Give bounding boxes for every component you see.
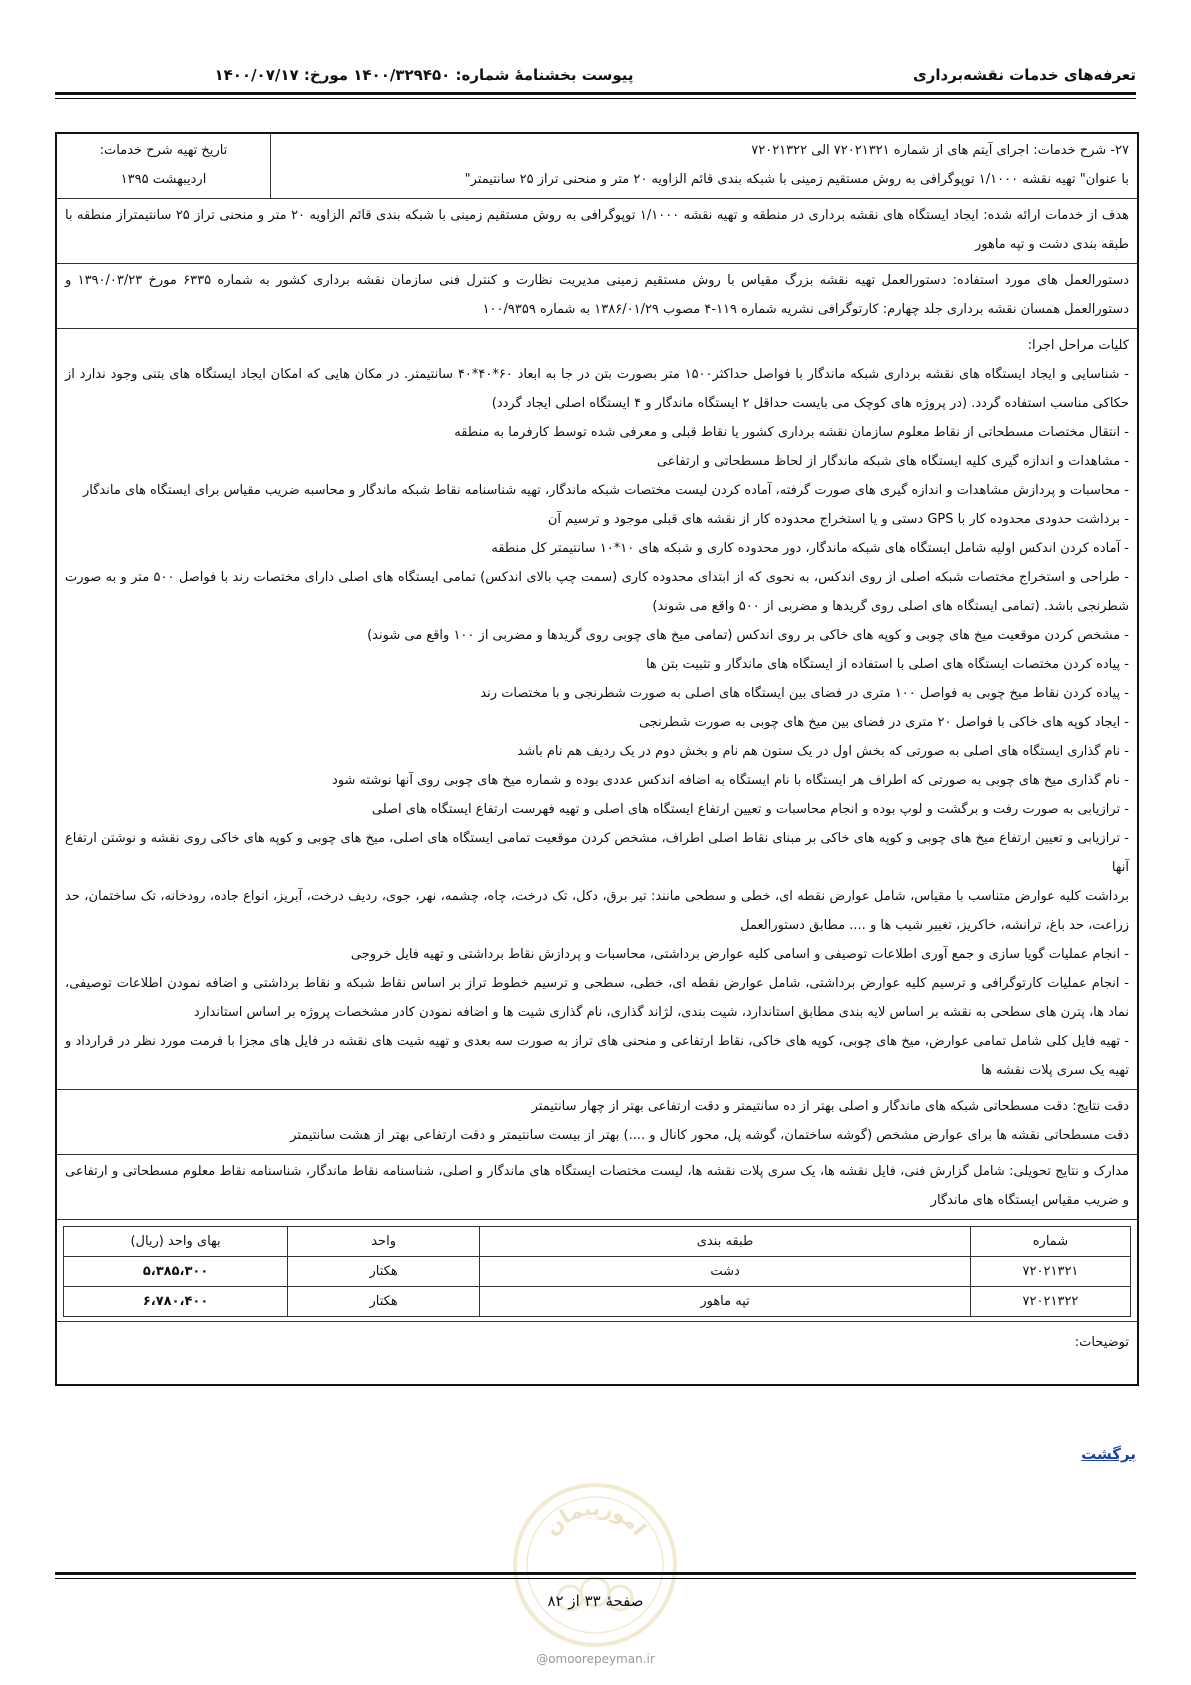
service-description-line2: با عنوان" تهیه نقشه ۱/۱۰۰۰ توپوگرافی به روش مستقیم زمینی با شبکه بندی قائم الزاویه ۲۰ متر و منحنی تراز ۲۵ سانتیمتر" [464, 172, 1129, 187]
table-row [64, 1257, 1131, 1287]
header-unit: واحد [288, 1227, 480, 1257]
step-item: - آماده کردن اندکس اولیه شامل ایستگاه های شبکه ماندگار، دور محدوده کاری و شبکه های ۱۰*۱۰ سانتیمتر کل منطقه [491, 541, 1129, 556]
step-item: - طراحی و استخراج مختصات شبکه اصلی از روی اندکس، به نحوی که از ابتدای محدوده کاری (سمت چپ بالای اندکس) تمامی ایستگاه های اصلی دارای مختصات رند با فواصل ۵۰۰ متر و به صورت شطرنجی باشد. (تمامی ایستگاه های اصلی روی گریدها و مضربی از ۵۰۰ واقع می شوند) [65, 570, 1129, 614]
item-unit: هکتار [288, 1287, 480, 1317]
step-item: - پیاده کردن مختصات ایستگاه های اصلی با استفاده از ایستگاه های ماندگار و تثبیت بتن ها [645, 657, 1129, 672]
header-rule-thick [55, 92, 1136, 95]
watermark-text: امورپیمان [539, 1495, 652, 1540]
step-item: - برداشت حدودی محدوده کار با GPS دستی و یا استخراج محدوده کار از نقشه های قبلی موجود و ترسیم آن [547, 512, 1129, 527]
service-description [270, 134, 1137, 198]
step-item: - مشاهدات و اندازه گیری کلیه ایستگاه های شبکه ماندگار از لحاظ مسطحاتی و ارتفاعی [656, 454, 1129, 469]
step-item: برداشت کلیه عوارض متناسب با مقیاس، شامل عوارض نقطه ای، خطی و سطحی مانند: تیر برق، دکل، تک درخت، چاه، چشمه، نهر، جوی، ردیف درخت، آبریز، انواع جاده، رودخانه، تک ساختمان، حد زراعت، حد باغ، ترانشه، خاکریز، تغییر شیب ها و .... مطابق دستورالعمل [65, 889, 1129, 933]
instructions-row: دستورالعمل های مورد استفاده: دستورالعمل تهیه نقشه بزرگ مقیاس با روش مستقیم زمینی مدیریت نظارت و کنترل فنی سازمان نقشه برداری کشور به شماره ۶۳۳۵ مورخ ۱۳۹۰/۰۳/۲۳ و دستورالعمل همسان نقشه برداری جلد چهارم: کارتوگرافی نشریه شماره ۱۱۹-۴ مصوب ۱۳۸۶/۰۱/۲۹ به شماره ۱۰۰/۹۳۵۹ [57, 264, 1137, 329]
accuracy-line1: دقت نتایج: دقت مسطحاتی شبکه های ماندگار و اصلی بهتر از ده سانتیمتر و دقت ارتفاعی بهتر از چهار سانتیمتر [531, 1099, 1129, 1114]
header-rule-thin [55, 98, 1136, 99]
footer-rule-thick [55, 1572, 1136, 1575]
step-item: - مشخص کردن موقعیت میخ های چوبی و کوپه های خاکی بر روی اندکس (تمامی میخ های چوبی روی گریدها و مضربی از ۱۰۰ واقع می شوند) [367, 628, 1129, 643]
header-number: شماره [970, 1227, 1130, 1257]
header-title: تعرفه‌های خدمات نقشه‌برداری [912, 66, 1136, 84]
item-number: ۷۲۰۲۱۳۲۲ [970, 1287, 1130, 1317]
steps-title: کلیات مراحل اجرا: [1027, 338, 1129, 353]
step-item: - ترازیابی و تعیین ارتفاع میخ های چوبی و کوپه های خاکی بر مبنای نقاط اصلی اطراف، مشخص کردن موقعیت تمامی ایستگاه های اصلی، میخ های چوبی و کوپه های خاکی روی نقشه و نوشتن ارتفاع آنها [65, 831, 1129, 875]
page-header [55, 60, 1136, 90]
notes-label: توضیحات: [1074, 1335, 1129, 1350]
step-item: - تهیه فایل کلی شامل تمامی عوارض، میخ های چوبی، کوپه های خاکی، نقاط ارتفاعی و منحنی های تراز به صورت سه بعدی و تهیه شیت های نقشه در فایل های مجزا با فرمت مورد نظر در قرارداد و تهیه یک سری پلات نقشه ها [65, 1034, 1129, 1078]
step-item: - ترازیابی به صورت رفت و برگشت و لوپ بوده و انجام محاسبات و تعیین ارتفاع ایستگاه های اصلی و تهیه فهرست ارتفاع ایستگاه های اصلی [371, 802, 1129, 817]
site-watermark: @omoorepeyman.ir [536, 1652, 655, 1666]
step-item: - انجام عملیات گویا سازی و جمع آوری اطلاعات توصیفی و اسامی کلیه عوارض برداشتی، محاسبات و پردازش نقاط برداشتی و تهیه فایل خروجی [350, 947, 1129, 962]
table-row [64, 1287, 1131, 1317]
header-classification: طبقه بندی [480, 1227, 971, 1257]
step-item: - نام گذاری ایستگاه های اصلی به صورتی که بخش اول در یک ستون هم نام و بخش دوم در یک ردیف هم نام باشد [517, 744, 1129, 759]
service-frame [55, 132, 1139, 1386]
header-reference: پیوست بخشنامهٔ شماره: ۱۴۰۰/۳۲۹۴۵۰ مورخ: ۱۴۰۰/۰۷/۱۷ [214, 66, 634, 84]
page-number: صفحهٔ ۳۳ از ۸۲ [547, 1592, 644, 1610]
step-item: - نام گذاری میخ های چوبی به صورتی که اطراف هر ایستگاه با نام ایستگاه به اضافه اندکس عددی بوده و شماره میخ های چوبی روی آنها نوشته شود [332, 773, 1129, 788]
step-item: - ایجاد کوپه های خاکی با فواصل ۲۰ متری در فضای بین میخ های چوبی به صورت شطرنجی [638, 715, 1129, 730]
step-item: - انتقال مختصات مسطحاتی از نقاط معلوم سازمان نقشه برداری کشور یا نقاط قبلی و معرفی شده توسط کارفرما به منطقه [454, 425, 1129, 440]
item-number: ۷۲۰۲۱۳۲۱ [970, 1257, 1130, 1287]
footer-rule-thin [55, 1578, 1136, 1579]
item-classification: دشت [480, 1257, 971, 1287]
item-unit: هکتار [288, 1257, 480, 1287]
step-item: - انجام عملیات کارتوگرافی و ترسیم کلیه عوارض برداشتی، شامل عوارض نقطه ای، خطی، سطحی و ترسیم خطوط تراز بر اساس نقاط شبکه و نقاط برداشتی و اضافه نمودن اطلاعات توصیفی، نماد ها، پترن های سطحی به نقشه بر اساس لایه بندی مطابق استاندارد، شیت بندی، لژاند گذاری، نام گذاری شیت ها و اضافه نمودن کادر مشخصات پروژه بر اساس استاندارد [65, 976, 1129, 1020]
steps-row [57, 329, 1137, 1090]
svg-text:امورپیمان [540, 1496, 652, 1540]
header-unit-price: بهای واحد (ریال) [64, 1227, 288, 1257]
notes-row [57, 1322, 1137, 1384]
service-title-row [57, 134, 1137, 199]
back-link[interactable]: برگشت [1081, 1445, 1136, 1463]
goal-row: هدف از خدمات ارائه شده: ایجاد ایستگاه های نقشه برداری در منطقه و تهیه نقشه ۱/۱۰۰۰ توپوگرافی به روش مستقیم زمینی با شبکه بندی قائم الزاویه ۲۰ متر و منحنی تراز ۲۵ سانتیمتراز منطقه با طبقه بندی دشت و تپه ماهور [57, 199, 1137, 264]
item-unit-price: ۶،۷۸۰،۴۰۰ [64, 1287, 288, 1317]
step-item: - پیاده کردن نقاط میخ چوبی به فواصل ۱۰۰ متری در فضای بین ایستگاه های اصلی به صورت شطرنجی و با مختصات رند [480, 686, 1129, 701]
tariff-table-row [57, 1220, 1137, 1322]
step-item: - محاسبات و پردازش مشاهدات و اندازه گیری های صورت گرفته، آماده کردن لیست مختصات شبکه ماندگار، تهیه شناسنامه نقاط شبکه ماندگار و محاسبه ضریب مقیاس برای ایستگاه های ماندگار [83, 483, 1129, 498]
service-description-line1: ۲۷- شرح خدمات: اجرای آیتم های از شماره ۷۲۰۲۱۳۲۱ الی ۷۲۰۲۱۳۲۲ [751, 143, 1129, 158]
service-date-value: اردیبهشت ۱۳۹۵ [120, 172, 207, 187]
table-header-row [64, 1227, 1131, 1257]
service-date-cell [57, 134, 270, 198]
service-date-label: تاریخ تهیه شرح خدمات: [99, 143, 228, 158]
tariff-table [63, 1226, 1131, 1317]
watermark-seal-icon [510, 1480, 680, 1650]
item-unit-price: ۵،۳۸۵،۳۰۰ [64, 1257, 288, 1287]
step-item: - شناسایی و ایجاد ایستگاه های نقشه برداری شبکه ماندگار با فواصل حداکثر۱۵۰۰ متر بصورت بتن در جا به ابعاد ۶۰*۴۰*۴۰ سانتیمتر. در مکان هایی که امکان ایجاد ایستگاه های بتنی وجود ندارد از حکاکی مناسب استفاده گردد. (در پروژه های کوچک می بایست حداقل ۲ ایستگاه ماندگار و ۴ ایستگاه اصلی ایجاد گردد) [65, 367, 1129, 411]
accuracy-row [57, 1090, 1137, 1155]
deliverables-row: مدارک و نتایج تحویلی: شامل گزارش فنی، فایل نقشه ها، یک سری پلات نقشه ها، لیست مختصات ایستگاه های ماندگار و اصلی، شناسنامه نقاط ماندگار، شناسنامه نقاط معلوم مسطحاتی و ارتفاعی و ضریب مقیاس ایستگاه های ماندگار [57, 1155, 1137, 1220]
accuracy-line2: دقت مسطحاتی نقشه ها برای عوارض مشخص (گوشه ساختمان، گوشه پل، محور کانال و ....) بهتر از بیست سانتیمتر و دقت ارتفاعی بهتر از هشت سانتیمتر [290, 1128, 1129, 1143]
item-classification: تپه ماهور [480, 1287, 971, 1317]
